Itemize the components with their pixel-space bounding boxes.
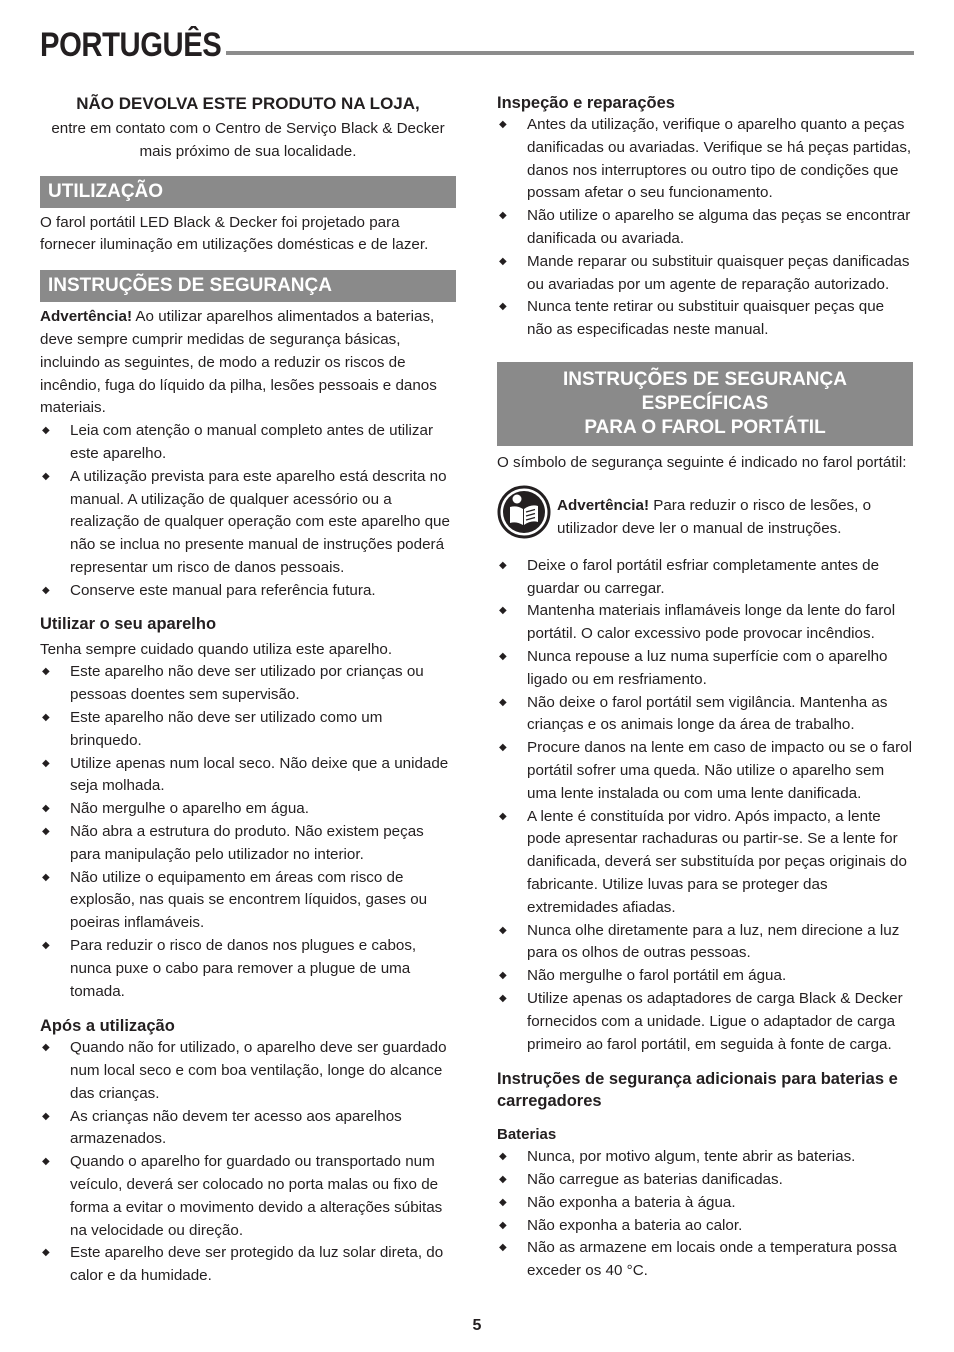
list-item: ◆ Mande reparar ou substituir quaisquer peças danificadas ou avariadas por um agente de reparação autorizado. [499,252,910,293]
diamond-bullet-icon: ◆ [42,666,50,678]
list-item: ◆ Conserve este manual para referência futura. [42,581,376,599]
diamond-bullet-icon: ◆ [499,810,507,822]
battery-list [497,1146,913,1283]
diamond-bullet-icon: ◆ [42,1156,50,1168]
page-header [40,26,914,66]
diamond-bullet-icon: ◆ [42,1247,50,1259]
diamond-bullet-icon: ◆ [499,742,507,754]
list-item: ◆ Deixe o farol portátil esfriar completamente antes de guardar ou carregar. [499,556,880,597]
list-item: ◆ Para reduzir o risco de danos nos plugues e cabos, nunca puxe o cabo para remover a plugue de uma tomada. [42,936,417,1000]
warning-label: Advertência! [40,308,133,326]
left-column [40,92,456,1288]
header-rule [226,51,914,55]
diamond-bullet-icon: ◆ [499,119,507,130]
diamond-bullet-icon: ◆ [42,803,50,815]
list-item: ◆ Utilize apenas os adaptadores de carga Black & Decker fornecidos com a unidade. Ligue o adaptador de carga primeiro ao farol portátil, em seguida à fonte de carga. [499,989,903,1053]
section-bar-specific [497,362,913,446]
icon-warning-label: Advertência! [557,496,650,514]
list-item: ◆ A lente é constituída por vidro. Após impacto, a lente pode apresentar rachaduras ou partir-se. Se a lente for danificada, deverá ser substituída por peças originais do fabricante. Utilize luvas para se proteger das extremidades afiadas. [499,807,907,916]
diamond-bullet-icon: ◆ [42,584,50,596]
list-item: ◆ Antes da utilização, verifique o aparelho quanto a peças danificadas ou avariadas. Verifique se há peças partidas, danos nos interruptores ou outro tipo de condições que possam afetar o seu funcionamento. [499,116,912,202]
list-item: ◆ Não exponha a bateria à água. [499,1193,736,1211]
list-item: ◆ Quando o aparelho for guardado ou transportado num veículo, deverá ser colocado no porta malas ou fixo de forma a evitar o movimento devido a alterações súbitas na velocidade ou direção. [42,1153,443,1239]
specific-bar-line2: PARA O FAROL PORTÁTIL [584,416,826,438]
list-item: ◆ Utilize apenas num local seco. Não deixe que a unidade seja molhada. [42,754,449,795]
use-text: O farol portátil LED Black & Decker foi projetado para fornecer iluminação em utilizações domésticas e de lazer. [40,213,429,254]
list-item: ◆ Não abra a estrutura do produto. Não existem peças para manipulação pelo utilizador no interior. [42,822,424,863]
list-item: ◆ Nunca, por motivo algum, tente abrir as baterias. [499,1148,856,1166]
list-item: ◆ Este aparelho não deve ser utilizado por crianças ou pessoas doentes sem supervisão. [42,663,424,704]
list-item: ◆ Mantenha materiais inflamáveis longe da lente do farol portátil. O calor excessivo pode provocar incêndios. [499,602,896,643]
using-intro: Tenha sempre cuidado quando utiliza este aparelho. [40,640,393,658]
using-title: Utilizar o seu aparelho [40,614,217,633]
diamond-bullet-icon: ◆ [42,871,50,883]
safety-list [40,420,456,602]
diamond-bullet-icon: ◆ [499,696,507,708]
list-item: ◆ Este aparelho deve ser protegido da luz solar direta, do calor e da humidade. [42,1244,444,1285]
section-bar-use: UTILIZAÇÃO [40,176,456,208]
diamond-bullet-icon: ◆ [499,1242,507,1254]
batteries-title: Baterias [497,1126,557,1144]
warning-text: Ao utilizar aparelhos alimentados a baterias, deve sempre cumprir medidas de segurança básicas, incluindo as seguintes, de modo a reduzir os riscos de incêndio, fuga do líquido da pilha, lesões pessoais e danos materiais. [40,308,437,417]
diamond-bullet-icon: ◆ [42,470,50,482]
using-list [40,661,456,1003]
diamond-bullet-icon: ◆ [499,605,507,617]
right-column [497,92,913,1283]
diamond-bullet-icon: ◆ [499,255,507,267]
diamond-bullet-icon: ◆ [499,650,507,662]
list-item: ◆ Nunca olhe diretamente para a luz, nem direcione a luz para os olhos de outras pessoas. [499,921,900,962]
list-item: ◆ A utilização prevista para este aparelho está descrita no manual. A utilização de qualquer acessório ou a realização de qualquer operação com este aparelho que não se inclua no presente manual de instruções poderá representar um risco de danos pessoais. [42,467,450,576]
diamond-bullet-icon: ◆ [499,1151,507,1163]
language-title: PORTUGUÊS [40,26,222,64]
list-item: ◆ Não mergulhe o aparelho em água. [42,800,309,818]
diamond-bullet-icon: ◆ [499,924,507,936]
list-item: ◆ Nunca tente retirar ou substituir quaisquer peças que não as especificadas neste manual. [499,298,885,339]
symbol-text: O símbolo de segurança seguinte é indicado no farol portátil: [497,453,907,471]
inspect-title: Inspeção e reparações [497,94,675,112]
warning-symbol-row [497,483,913,541]
specific-list [497,555,913,1057]
list-item: ◆ Não mergulhe o farol portátil em água. [499,967,787,985]
diamond-bullet-icon: ◆ [42,825,50,837]
diamond-bullet-icon: ◆ [499,1219,507,1231]
inspect-list [497,114,913,342]
diamond-bullet-icon: ◆ [499,210,507,222]
page-number: 5 [472,1317,482,1334]
list-item: ◆ Não carregue as baterias danificadas. [499,1171,783,1189]
list-item: ◆ Não utilize o aparelho se alguma das peças se encontrar danificada ou avariada. [499,207,911,247]
list-item: ◆ Este aparelho não deve ser utilizado como um brinquedo. [42,708,383,749]
diamond-bullet-icon: ◆ [499,559,507,571]
return-text: entre em contato com o Centro de Serviço Black & Decker mais próximo de sua localidade. [51,120,445,160]
additional-title: Instruções de segurança adicionais para baterias e carregadores [497,1070,898,1111]
diamond-bullet-icon: ◆ [42,1042,50,1054]
diamond-bullet-icon: ◆ [42,757,50,769]
icon-warning [557,495,917,541]
list-item: ◆ Não exponha a bateria ao calor. [499,1216,743,1234]
specific-bar-line1: INSTRUÇÕES DE SEGURANÇA ESPECÍFICAS [563,368,847,414]
diamond-bullet-icon: ◆ [42,425,50,437]
list-item: ◆ Procure danos na lente em caso de impacto ou se o farol portátil sofrer uma queda. Não utilize o aparelho sem uma lente instalada ou com uma lente danificada. [499,739,912,802]
list-item: ◆ Leia com atenção o manual completo antes de utilizar este aparelho. [42,422,434,462]
diamond-bullet-icon: ◆ [42,939,50,951]
diamond-bullet-icon: ◆ [499,970,507,982]
list-item: ◆ Não as armazene em locais onde a temperatura possa exceder os 40 °C. [499,1239,897,1280]
list-item: ◆ As crianças não devem ter acesso aos aparelhos armazenados. [42,1107,402,1148]
read-manual-icon [497,485,551,539]
return-title: NÃO DEVOLVA ESTE PRODUTO NA LOJA, [76,94,420,113]
icon-warning-text: Para reduzir o risco de lesões, o utilizador deve ler o manual de instruções. [557,496,872,537]
diamond-bullet-icon: ◆ [499,992,507,1004]
diamond-bullet-icon: ◆ [499,1174,507,1186]
diamond-bullet-icon: ◆ [42,711,50,723]
list-item: ◆ Quando não for utilizado, o aparelho deve ser guardado num local seco e com boa ventilação, longe do alcance das crianças. [42,1039,447,1102]
diamond-bullet-icon: ◆ [499,301,507,313]
diamond-bullet-icon: ◆ [42,1110,50,1122]
after-title: Após a utilização [40,1017,175,1036]
list-item: ◆ Nunca repouse a luz numa superfície com o aparelho ligado ou em resfriamento. [499,647,888,688]
list-item: ◆ Não utilize o equipamento em áreas com risco de explosão, nas quais se encontrem líquidos, gases ou poeiras inflamáveis. [42,868,428,932]
section-bar-safety: INSTRUÇÕES DE SEGURANÇA [40,270,456,302]
safety-warning [40,306,456,420]
list-item: ◆ Não deixe o farol portátil sem vigilância. Mantenha as crianças e os animais longe da área de trabalho. [499,693,888,734]
diamond-bullet-icon: ◆ [499,1196,507,1208]
after-list [40,1037,456,1288]
